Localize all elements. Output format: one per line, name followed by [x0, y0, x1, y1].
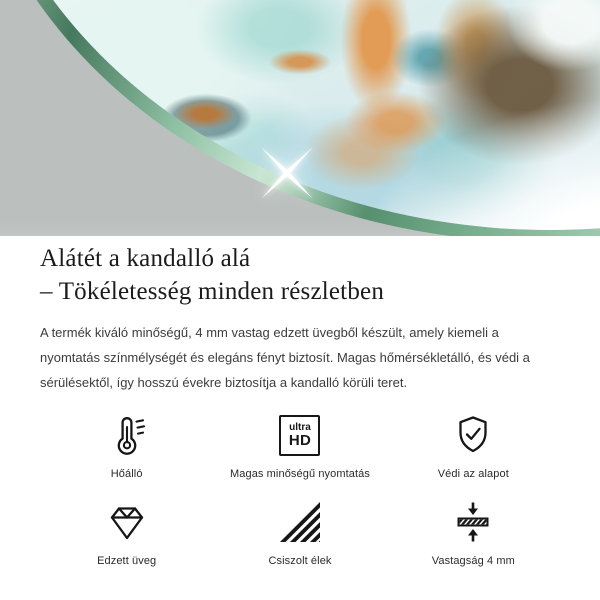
feature-label: Védi az alapot — [437, 468, 509, 480]
thermometer-icon — [105, 413, 149, 457]
ultra-hd-badge-bottom-text: HD — [288, 431, 312, 449]
feature-tempered-glass — [40, 500, 213, 567]
feature-grid — [40, 413, 560, 567]
feature-label: Edzett üveg — [97, 555, 157, 567]
feature-protects-base — [387, 413, 560, 480]
diamond-icon — [105, 500, 149, 544]
feature-polished-edges — [213, 500, 386, 567]
feature-label: Magas minőségű nyomtatás — [230, 468, 370, 480]
ultra-hd-badge-top-text: ultra — [289, 421, 311, 433]
polished-edges-icon — [278, 500, 322, 544]
product-image — [0, 0, 600, 236]
product-info-section — [0, 236, 600, 567]
feature-high-quality-print — [213, 413, 386, 480]
product-description: A termék kiváló minőségű, 4 mm vastag edzett üvegből készült, amely kiemeli a nyomtatás színmélységét és elegáns fényt biztosít. Magas hőmérsékletálló, és védi a sérülésektől, így hosszú évekre biztosítja a kandalló körüli teret. — [40, 325, 530, 390]
thickness-icon — [451, 500, 495, 544]
feature-heat-resistant — [40, 413, 213, 480]
page-title-line2: – Tökéletesség minden részletben — [40, 278, 385, 305]
sparkle-glint-icon — [250, 136, 324, 210]
ultra-hd-icon — [279, 413, 320, 457]
feature-thickness — [387, 500, 560, 567]
page-title-line1: Alátét a kandalló alá — [40, 245, 251, 272]
shield-check-icon — [451, 413, 495, 457]
feature-label: Vastagság 4 mm — [431, 555, 515, 567]
feature-label: Csiszolt élek — [268, 555, 332, 567]
ultra-hd-badge — [279, 415, 320, 456]
feature-label: Hőálló — [110, 468, 143, 480]
page-title — [40, 242, 560, 308]
